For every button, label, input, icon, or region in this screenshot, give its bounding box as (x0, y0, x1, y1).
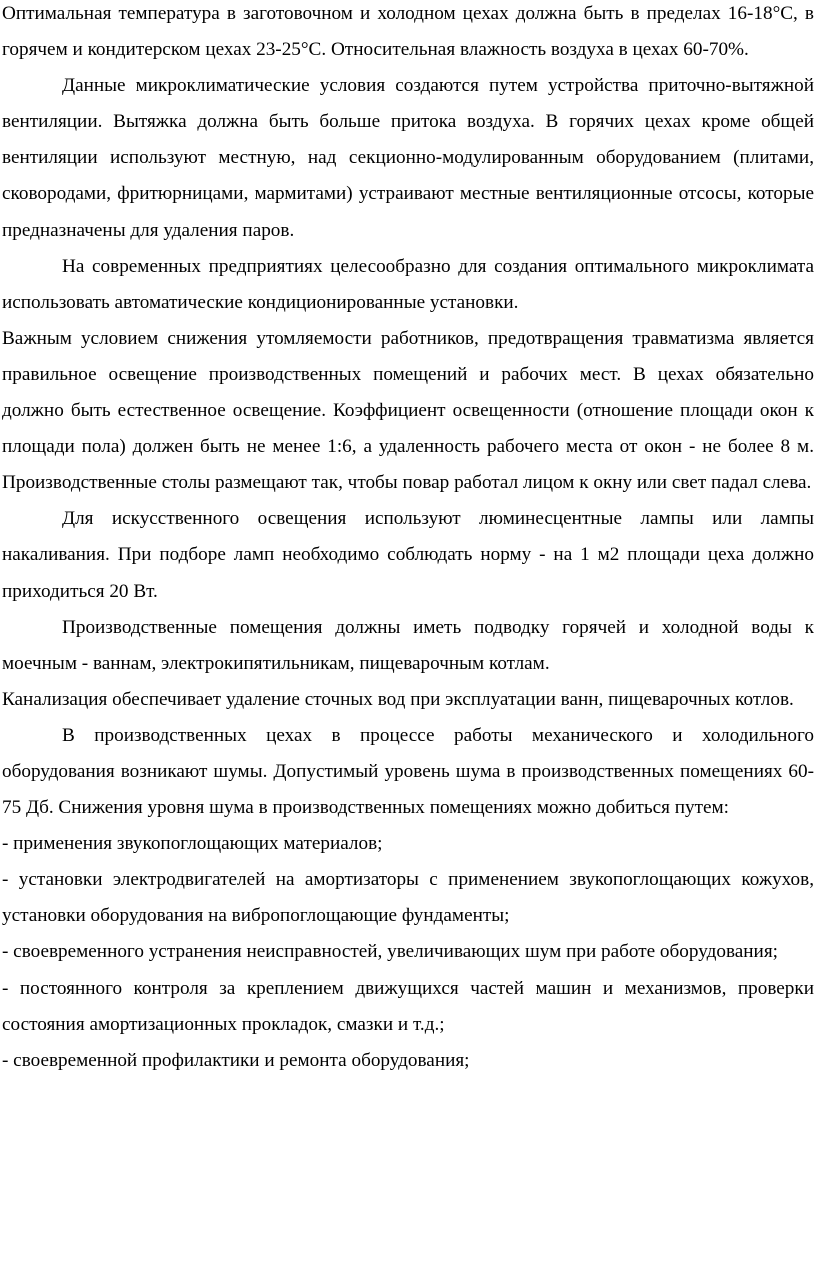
list-item-maintenance: - своевременной профилактики и ремонта оборудования; (2, 1049, 470, 1071)
paragraph-air-conditioning: На современных предприятиях целесообразно для создания оптимального микроклимата использовать автоматические кондиционированные установки. (2, 255, 814, 313)
list-item-sound-absorbing: - применения звукопоглощающих материалов; (2, 833, 383, 855)
paragraph-lighting: Важным условием снижения утомляемости работников, предотвращения травматизма является правильное освещение производственных помещений и рабочих мест. В цехах обязательно должно быть естественное освещение. Коэффициент освещенности (отношение площади окон к площади пола) должен быть не менее 1:6, а удаленность рабочего места от окон - не более 8 м. Производственные столы размещают так, чтобы повар работал лицом к окну или свет падал слева. (2, 327, 814, 494)
paragraph-sewerage: Канализация обеспечивает удаление сточных вод при эксплуатации ванн, пищеварочных котлов. (2, 688, 794, 710)
paragraph-water-supply: Производственные помещения должны иметь подводку горячей и холодной воды к моечным - ваннам, электрокипятильникам, пищеварочным котлам. (2, 616, 814, 674)
list-item-shock-absorbers: - установки электродвигателей на амортизаторы с применением звукопоглощающих кожухов, установки оборудования на вибропоглощающие фундаменты; (2, 869, 814, 927)
paragraph-ventilation: Данные микроклиматические условия создаются путем устройства приточно-вытяжной вентиляции. Вытяжка должна быть больше притока воздуха. В горячих цехах кроме общей вентиляции используют местную, над секционно-модулированным оборудованием (плитами, сковородами, фритюрницами, мармитами) устраивают местные вентиляционные отсосы, которые предназначены для удаления паров. (2, 75, 814, 241)
list-item-fastening-control: - постоянного контроля за креплением движущихся частей машин и механизмов, проверки состояния амортизационных прокладок, смазки и т.д.; (2, 977, 814, 1035)
paragraph-temperature: Оптимальная температура в заготовочном и холодном цехах должна быть в пределах 16-18°С, в горячем и кондитерском цехах 23-25°С. Относительная влажность воздуха в цехах 60-70%. (2, 3, 814, 61)
paragraph-noise: В производственных цехах в процессе работы механического и холодильного оборудования возникают шумы. Допустимый уровень шума в производственных помещениях 60-75 Дб. Снижения уровня шума в производственных помещениях можно добиться путем: (2, 724, 814, 819)
list-item-fault-repair: - своевременного устранения неисправностей, увеличивающих шум при работе оборудования; (2, 941, 778, 963)
paragraph-artificial-lighting: Для искусственного освещения используют люминесцентные лампы или лампы накаливания. При подборе ламп необходимо соблюдать норму - на 1 м2 площади цеха должно приходиться 20 Вт. (2, 508, 814, 602)
